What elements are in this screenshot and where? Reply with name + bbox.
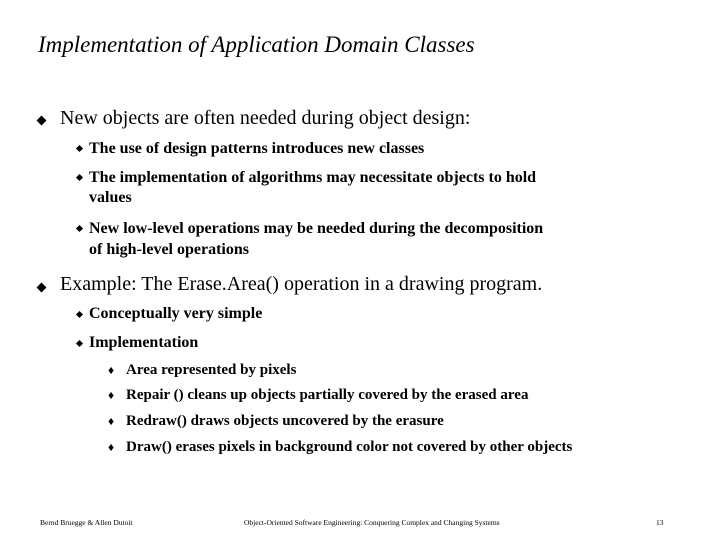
sub-bullet-2-2: Implementation (89, 334, 199, 351)
arrow-bullet-icon: ♦ (108, 388, 115, 402)
small-diamond-bullet-icon (76, 174, 83, 181)
sub-sub-item-4: Draw() erases pixels in background color not covered by other objects (126, 439, 573, 455)
small-diamond-bullet-icon (76, 311, 83, 318)
sub-sub-item-1: Area represented by pixels (126, 362, 297, 378)
sub-bullet-1-3-cont: of high-level operations (89, 241, 249, 258)
bullet-2-text: Example: The Erase.Area() operation in a drawing program. (60, 273, 543, 295)
sub-bullet-1-1: The use of design patterns introduces new classes (89, 140, 425, 157)
diamond-bullet-icon (37, 116, 47, 126)
footer-page-number: 13 (656, 518, 664, 527)
diamond-bullet-icon (37, 283, 47, 293)
slide-title: Implementation of Application Domain Classes (38, 32, 475, 57)
sub-bullet-1-2: The implementation of algorithms may necessitate objects to hold (89, 169, 537, 186)
footer-book-title: Object-Oriented Software Engineering: Conquering Complex and Changing Systems (244, 518, 500, 527)
arrow-bullet-icon: ♦ (108, 363, 115, 377)
small-diamond-bullet-icon (76, 340, 83, 347)
sub-bullet-1-3: New low-level operations may be needed during the decomposition (89, 220, 544, 237)
sub-sub-item-2: Repair () cleans up objects partially covered by the erased area (126, 387, 529, 403)
footer-authors: Bernd Bruegge & Allen Dutoit (40, 518, 133, 527)
small-diamond-bullet-icon (76, 145, 83, 152)
bullet-1-text: New objects are often needed during object design: (60, 107, 471, 129)
sub-bullet-2-1: Conceptually very simple (89, 305, 263, 322)
small-diamond-bullet-icon (76, 225, 83, 232)
arrow-bullet-icon: ♦ (108, 440, 115, 454)
sub-bullet-1-2-cont: values (89, 189, 132, 206)
arrow-bullet-icon: ♦ (108, 414, 115, 428)
sub-sub-item-3: Redraw() draws objects uncovered by the erasure (126, 413, 444, 429)
